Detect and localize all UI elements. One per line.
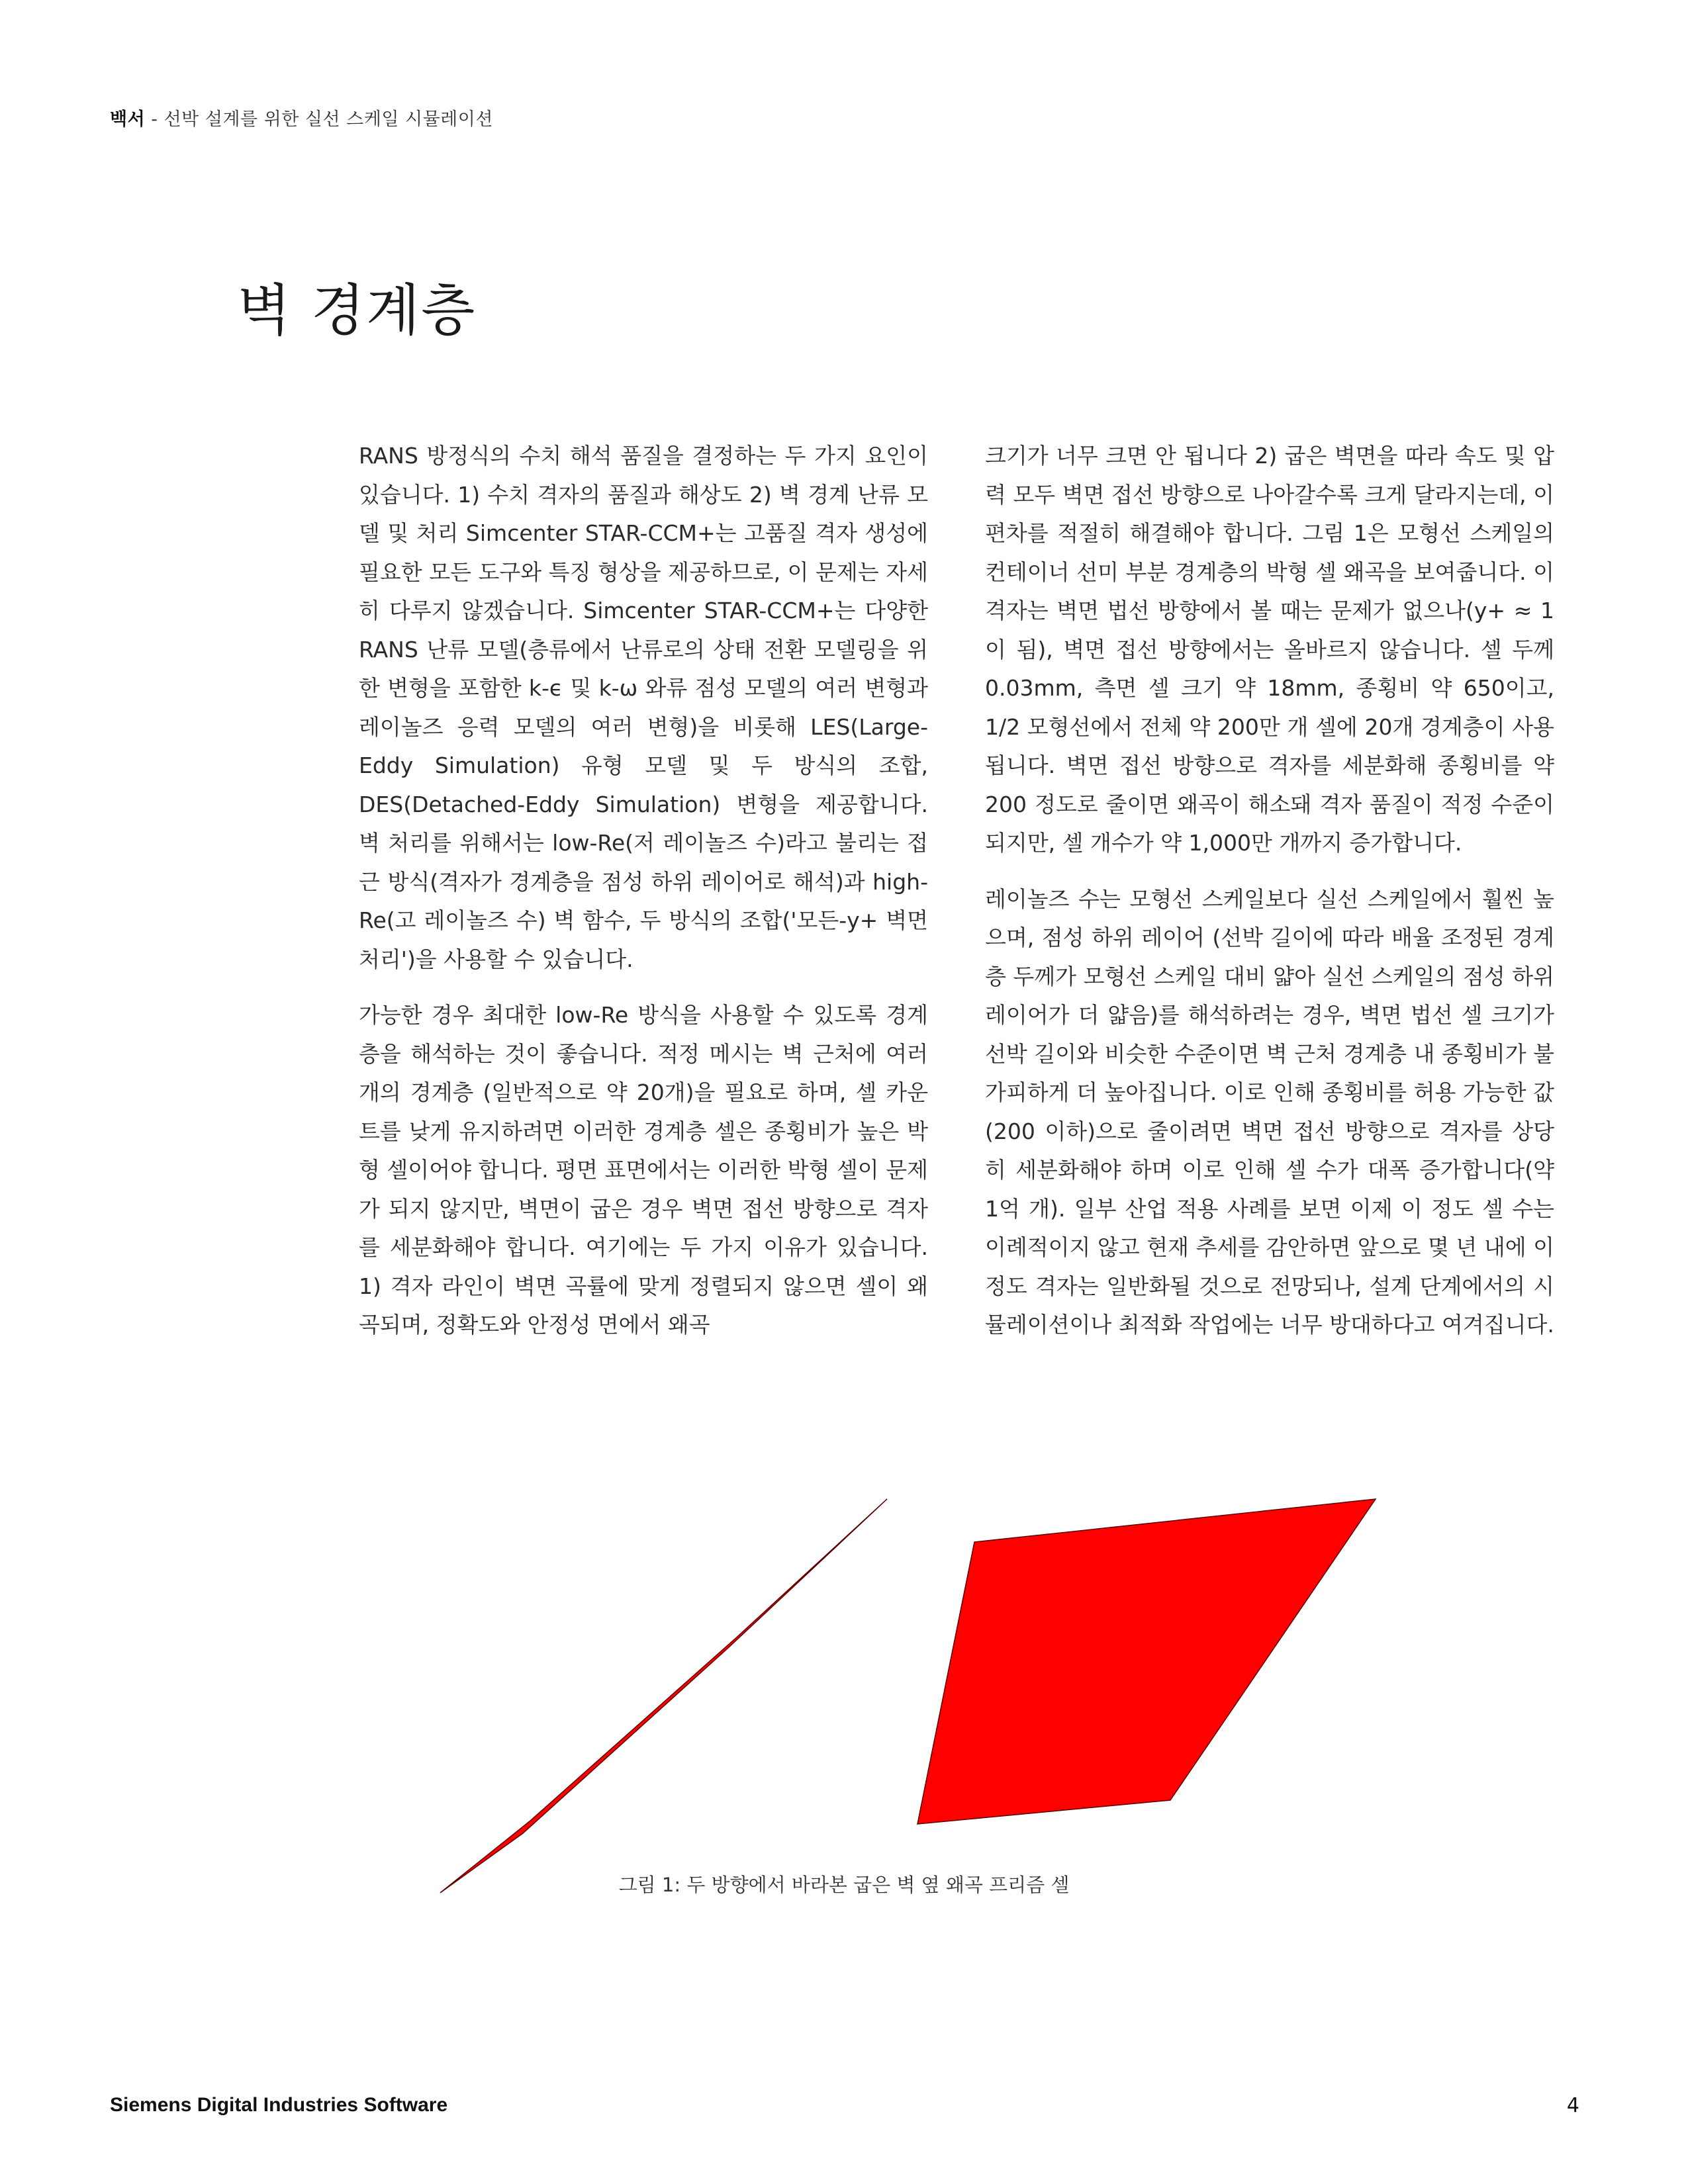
distorted-cell-face-view <box>917 1499 1376 1824</box>
distorted-cell-edge-view <box>440 1499 887 1893</box>
figure-caption: 그림 1: 두 방향에서 바라본 굽은 벽 옆 왜곡 프리즘 셀 <box>618 1874 1070 1896</box>
page-number: 4 <box>1566 2094 1579 2117</box>
body-column-left <box>359 437 928 1362</box>
body-paragraph: RANS 방정식의 수치 해석 품질을 결정하는 두 가지 요인이 있습니다. 1) 수치 격자의 품질과 해상도 2) 벽 경계 난류 모델 및 처리 Simcenter STAR-CCM+는 고품질 격자 생성에 필요한 모든 도구와 특징 형상을 제공하므로, 이 문제는 자세히 다루지 않겠습니다. Simcenter STAR-CCM+는 다양한 RANS 난류 모델(층류에서 난류로의 상태 전환 모델링을 위한 변형을 포함한 k-ϵ 및 k-ω 와류 점성 모델의 여러 변형과 레이놀즈 응력 모델의 여러 변형)을 비롯해 LES(Large-Eddy Simulation) 유형 모델 및 두 방식의 조합, DES(Detached-Eddy Simulation) 변형을 제공합니다. 벽 처리를 위해서는 low-Re(저 레이놀즈 수)라고 불리는 접근 방식(격자가 경계층을 점성 하위 레이어로 해석)과 high-Re(고 레이놀즈 수) 벽 함수, 두 방식의 조합('모든-y+ 벽면 처리')을 사용할 수 있습니다. <box>359 443 928 972</box>
figure-distorted-prism-cells <box>430 1496 1390 1899</box>
running-head <box>110 105 493 130</box>
footer-brand: Siemens Digital Industries Software <box>110 2094 448 2116</box>
body-paragraph: 가능한 경우 최대한 low-Re 방식을 사용할 수 있도록 경계층을 해석하는 것이 좋습니다. 적정 메시는 벽 근처에 여러 개의 경계층 (일반적으로 약 20개)을 필요로 하며, 셀 카운트를 낮게 유지하려면 이러한 경계층 셀은 종횡비가 높은 박형 셀이어야 합니다. 평면 표면에서는 이러한 박형 셀이 문제가 되지 않지만, 벽면이 굽은 경우 벽면 접선 방향으로 격자를 세분화해야 합니다. 여기에는 두 가지 이유가 있습니다. 1) 격자 라인이 벽면 곡률에 맞게 정렬되지 않으면 셀이 왜곡되며, 정확도와 안정성 면에서 왜곡 <box>359 1002 928 1338</box>
body-column-right <box>985 437 1554 1362</box>
document-type-label: 백서 <box>110 109 146 130</box>
section-title: 벽 경계층 <box>237 278 477 343</box>
document-subtitle: 선박 설계를 위한 실선 스케일 시뮬레이션 <box>164 109 493 130</box>
header-separator: - <box>145 109 164 130</box>
figure-illustration <box>430 1496 1390 1899</box>
body-paragraph: 레이놀즈 수는 모형선 스케일보다 실선 스케일에서 훨씬 높으며, 점성 하위 레이어 (선박 길이에 따라 배율 조정된 경계층 두께가 모형선 스케일 대비 얇아 실선 스케일의 점성 하위 레이어가 더 얇음)를 해석하려는 경우, 벽면 법선 셀 크기가 선박 길이와 비슷한 수준이면 벽 근처 경계층 내 종횡비가 불가피하게 더 높아집니다. 이로 인해 종횡비를 허용 가능한 값(200 이하)으로 줄이려면 벽면 접선 방향으로 격자를 상당히 세분화해야 하며 이로 인해 셀 수가 대폭 증가합니다(약 1억 개). 일부 산업 적용 사례를 보면 이제 이 정도 셀 수는 이례적이지 않고 현재 추세를 감안하면 앞으로 몇 년 내에 이 정도 격자는 일반화될 것으로 전망되나, 설계 단계에서의 시뮬레이션이나 최적화 작업에는 너무 방대하다고 여겨집니다. <box>985 886 1554 1338</box>
body-paragraph: 크기가 너무 크면 안 됩니다 2) 굽은 벽면을 따라 속도 및 압력 모두 벽면 접선 방향으로 나아갈수록 크게 달라지는데, 이 편차를 적절히 해결해야 합니다. 그림 1은 모형선 스케일의 컨테이너 선미 부분 경계층의 박형 셀 왜곡을 보여줍니다. 이 격자는 벽면 법선 방향에서 볼 때는 문제가 없으나(y+ ≈ 1이 됨), 벽면 접선 방향에서는 올바르지 않습니다. 셀 두께 0.03mm, 측면 셀 크기 약 18mm, 종횡비 약 650이고, 1/2 모형선에서 전체 약 200만 개 셀에 20개 경계층이 사용됩니다. 벽면 접선 방향으로 격자를 세분화해 종횡비를 약 200 정도로 줄이면 왜곡이 해소돼 격자 품질이 적정 수준이 되지만, 셀 개수가 약 1,000만 개까지 증가합니다. <box>985 443 1554 856</box>
